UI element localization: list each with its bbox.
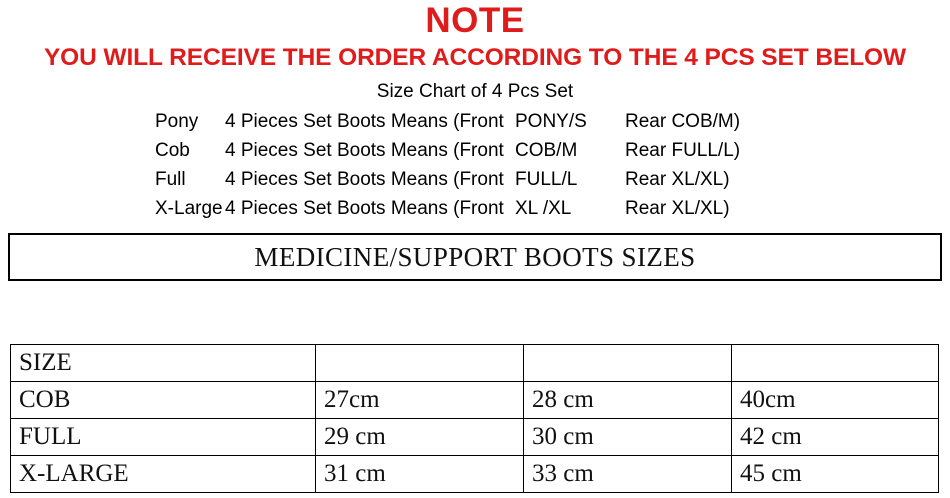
- set-size-name: Cob: [155, 140, 190, 161]
- set-size-rear: Rear FULL/L): [625, 140, 741, 161]
- set-size-name: X-Large: [155, 198, 223, 219]
- sizes-table: [10, 344, 939, 493]
- list-item: [155, 194, 795, 223]
- table-header-row: [11, 345, 939, 382]
- table-cell: 45 cm: [732, 456, 939, 493]
- table-header-cell: SIZE: [11, 345, 316, 382]
- table-cell: 29 cm: [316, 419, 524, 456]
- set-size-front: PONY/S: [515, 111, 587, 132]
- set-size-means: 4 Pieces Set Boots Means (Front: [225, 198, 504, 219]
- table-cell: 40cm: [732, 382, 939, 419]
- set-size-means: 4 Pieces Set Boots Means (Front: [225, 111, 504, 132]
- table-cell: 30 cm: [524, 419, 732, 456]
- table-row: [11, 419, 939, 456]
- table-row: [11, 382, 939, 419]
- table-cell: X-LARGE: [11, 456, 316, 493]
- banner-title: MEDICINE/SUPPORT BOOTS SIZES: [254, 241, 696, 272]
- set-size-means: 4 Pieces Set Boots Means (Front: [225, 169, 504, 190]
- sizes-table-wrapper: [10, 344, 938, 493]
- set-size-front: COB/M: [515, 140, 578, 161]
- list-item: [155, 136, 795, 165]
- set-chart-caption: Size Chart of 4 Pcs Set: [376, 81, 574, 102]
- banner-box: [8, 233, 942, 281]
- table-cell: 31 cm: [316, 456, 524, 493]
- set-size-means: 4 Pieces Set Boots Means (Front: [225, 140, 504, 161]
- table-header-cell: [732, 345, 939, 382]
- table-cell: COB: [11, 382, 316, 419]
- set-size-front: FULL/L: [515, 169, 578, 190]
- set-size-name: Full: [155, 169, 186, 190]
- set-size-rear: Rear COB/M): [625, 111, 741, 132]
- set-size-rear: Rear XL/XL): [625, 198, 730, 219]
- table-cell: 33 cm: [524, 456, 732, 493]
- set-size-rear: Rear XL/XL): [625, 169, 730, 190]
- table-cell: FULL: [11, 419, 316, 456]
- table-header-cell: [524, 345, 732, 382]
- list-item: [155, 107, 795, 136]
- set-chart-list: [155, 105, 795, 223]
- table-cell: 27cm: [316, 382, 524, 419]
- table-header-cell: [316, 345, 524, 382]
- set-size-name: Pony: [155, 111, 199, 132]
- note-subtitle: YOU WILL RECEIVE THE ORDER ACCORDING TO THE 4 PCS SET BELOW: [43, 44, 907, 71]
- table-cell: 28 cm: [524, 382, 732, 419]
- set-size-front: XL /XL: [515, 198, 572, 219]
- list-item: [155, 165, 795, 194]
- table-cell: 42 cm: [732, 419, 939, 456]
- note-title: NOTE: [425, 1, 525, 40]
- table-row: [11, 456, 939, 493]
